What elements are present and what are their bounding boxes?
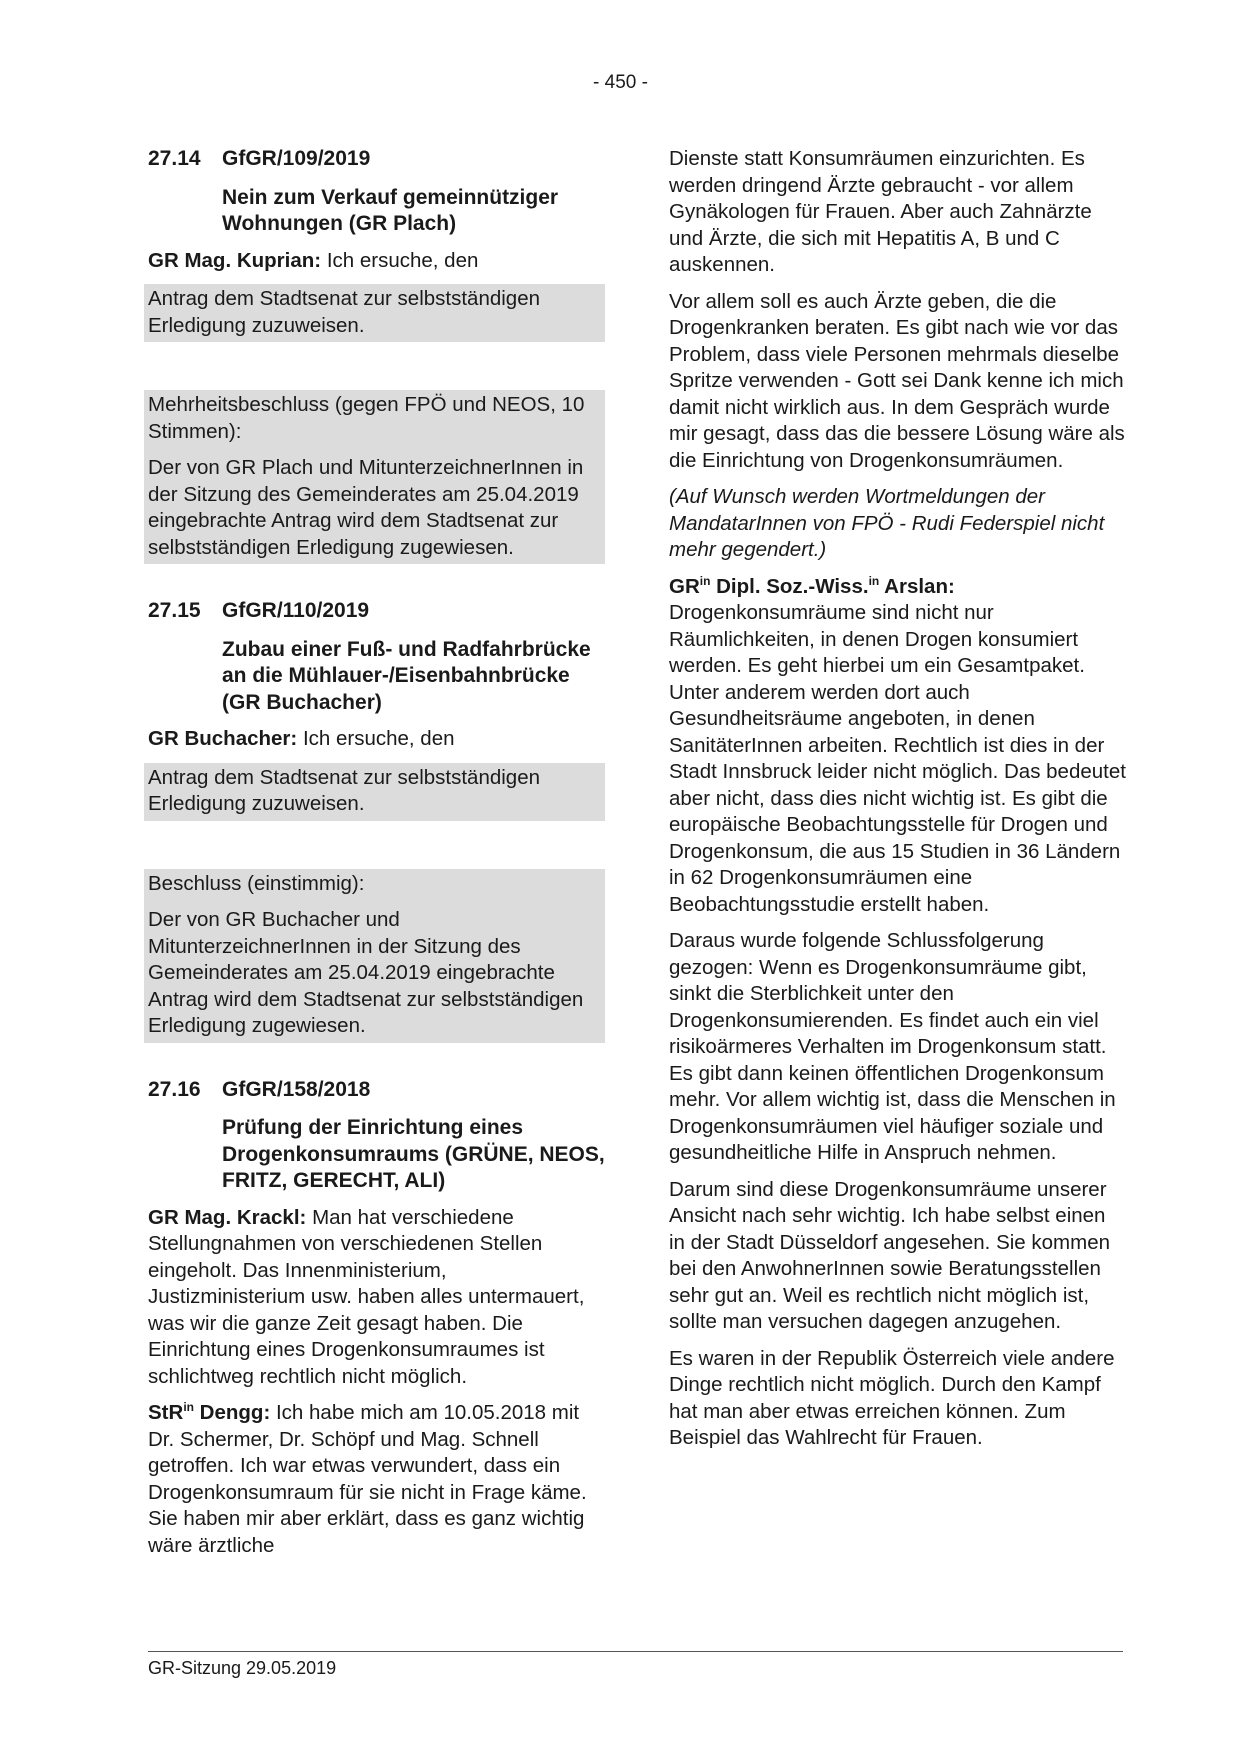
decision-box	[144, 869, 605, 1043]
footer-text: GR-Sitzung 29.05.2019	[148, 1658, 337, 1678]
speech-text: Ich ersuche, den	[302, 727, 455, 750]
item-code: GfGR/110/2019	[222, 599, 370, 622]
speech-paragraph	[148, 1205, 605, 1391]
decision-text: Der von GR Buchacher und MitunterzeichnerInnen in der Sitzung des Gemeinderates am 25.04.2019 eingebrachte Antrag wird dem Stadtsenat zur selbstständigen Erledigung zugewiesen.	[148, 908, 584, 1037]
decision-label: Mehrheitsbeschluss (gegen FPÖ und NEOS, 10 Stimmen):	[148, 393, 585, 443]
item-header-27-16	[148, 1077, 605, 1104]
item-title: Zubau einer Fuß- und Radfahrbrücke an die Mühlauer-/Eisenbahnbrücke (GR Buchacher)	[222, 637, 591, 714]
item-number: 27.14	[148, 147, 201, 170]
footer-divider	[148, 1651, 1123, 1652]
speech-paragraph: Vor allem soll es auch Ärzte geben, die die Drogenkranken beraten. Es gibt nach wie vor das Problem, dass viele Personen mehrmals dieselbe Spritze verwenden - Gott sei Dank kenne ich mich damit nicht wirklich aus. In dem Gespräch wurde mir gesagt, dass das die bessere Lösung wäre als die Einrichtung von Drogenkonsumräumen.	[669, 289, 1125, 472]
speaker-name: GR Buchacher:	[148, 727, 298, 750]
speech-text: Drogenkonsumräume sind nicht nur Räumlichkeiten, in denen Drogen konsumiert werden. Es geht hierbei um ein Gesamtpaket. Unter anderem werden dort auch Gesundheitsräume angeboten, in denen SanitäterInnen arbeiten. Rechtlich ist dies in der Stadt Innsbruck leider nicht möglich. Das bedeutet aber nicht, dass dies nicht wichtig ist. Es gibt die europäische Beobachtungsstelle für Drogen und Drogenkonsum, die aus 15 Studien in 36 Ländern in 62 Drogenkonsumräumen eine Beobachtungsstudie erstellt haben.	[669, 601, 1126, 916]
page-number: - 450 -	[593, 72, 648, 93]
speech-paragraph: Darum sind diese Drogenkonsumräume unserer Ansicht nach sehr wichtig. Ich habe selbst einen in der Stadt Düsseldorf angesehen. Sie kommen bei den AnwohnerInnen sowie Beratungsstellen sehr gut an. Weil es rechtlich nicht möglich ist, sollte man versuchen dagegen anzugehen.	[669, 1177, 1111, 1333]
speech-paragraph	[148, 248, 605, 275]
speech-paragraph: Dienste statt Konsumräumen einzurichten. Es werden dringend Ärzte gebraucht - vor allem Gynäkologen für Frauen. Aber auch Zahnärzte und Ärzte, die sich mit Hepatitis A, B und C auskennen.	[669, 147, 1092, 276]
left-column	[148, 146, 605, 1569]
item-code: GfGR/158/2018	[222, 1077, 371, 1101]
editorial-note: (Auf Wunsch werden Wortmeldungen der MandatarInnen von FPÖ - Rudi Federspiel nicht mehr gegendert.)	[669, 485, 1105, 561]
decision-label: Beschluss (einstimmig):	[148, 871, 365, 895]
speech-text: Ich ersuche, den	[326, 248, 479, 272]
right-column	[669, 146, 1126, 1462]
item-code: GfGR/109/2019	[222, 147, 371, 170]
motion-box: Antrag dem Stadtsenat zur selbstständigen Erledigung zuzuweisen.	[144, 284, 605, 342]
speech-paragraph: Es waren in der Republik Österreich viele andere Dinge rechtlich nicht möglich. Durch den Kampf hat man aber etwas erreichen können. Zum Beispiel das Wahlrecht für Frauen.	[669, 1346, 1115, 1449]
speech-paragraph	[148, 726, 605, 753]
decision-text: Der von GR Plach und MitunterzeichnerInnen in der Sitzung des Gemeinderates am 25.04.2019 eingebrachte Antrag wird dem Stadtsenat zur selbstständigen Erledigung zugewiesen.	[148, 456, 584, 559]
speaker-name: GR Mag. Krackl:	[148, 1205, 307, 1229]
speech-text: Ich habe mich am 10.05.2018 mit Dr. Schermer, Dr. Schöpf und Mag. Schnell getroffen. Ich war etwas verwundert, dass ein Drogenkonsumraum für sie nicht in Frage käme. Sie haben mir aber erklärt, dass es ganz wichtig wäre ärztliche	[148, 1401, 587, 1557]
item-number: 27.15	[148, 599, 201, 622]
item-header-27-14	[148, 146, 605, 173]
speaker-name: GR Mag. Kuprian:	[148, 248, 322, 272]
speech-paragraph	[148, 1400, 605, 1559]
speech-paragraph	[669, 574, 1126, 919]
speech-paragraph: Daraus wurde folgende Schlussfolgerung gezogen: Wenn es Drogenkonsumräume gibt, sinkt die Sterblichkeit unter den Drogenkonsumierenden. Es findet auch ein viel risikoärmeres Verhalten im Drogenkonsum statt. Es gibt dann keinen öffentlichen Drogenkonsum mehr. Vor allem wichtig ist, dass die Menschen in Drogenkonsumräumen viel häufiger soziale und gesundheitliche Hilfe in Anspruch nehmen.	[669, 929, 1116, 1164]
decision-box	[144, 390, 605, 564]
item-number: 27.16	[148, 1077, 201, 1101]
item-title: Nein zum Verkauf gemeinnütziger Wohnungen (GR Plach)	[222, 185, 559, 235]
motion-box: Antrag dem Stadtsenat zur selbstständigen Erledigung zuzuweisen.	[144, 763, 605, 821]
item-title: Prüfung der Einrichtung eines Drogenkonsumraums (GRÜNE, NEOS, FRITZ, GERECHT, ALI)	[222, 1116, 605, 1192]
speaker-name: $GR^{in}$ Dipl. Soz.-Wiss.$^{in}$ Arslan:	[669, 573, 955, 598]
speaker-name: StR$^{in}$ Dengg:	[148, 1400, 271, 1424]
speech-text: Man hat verschiedene Stellungnahmen von verschiedenen Stellen eingeholt. Das Innenministerium, Justizministerium usw. haben alles untermauert, was wir die ganze Zeit gesagt haben. Die Einrichtung eines Drogenkonsumraumes ist schlichtweg rechtlich nicht möglich.	[148, 1205, 585, 1388]
item-header-27-15	[148, 598, 605, 625]
